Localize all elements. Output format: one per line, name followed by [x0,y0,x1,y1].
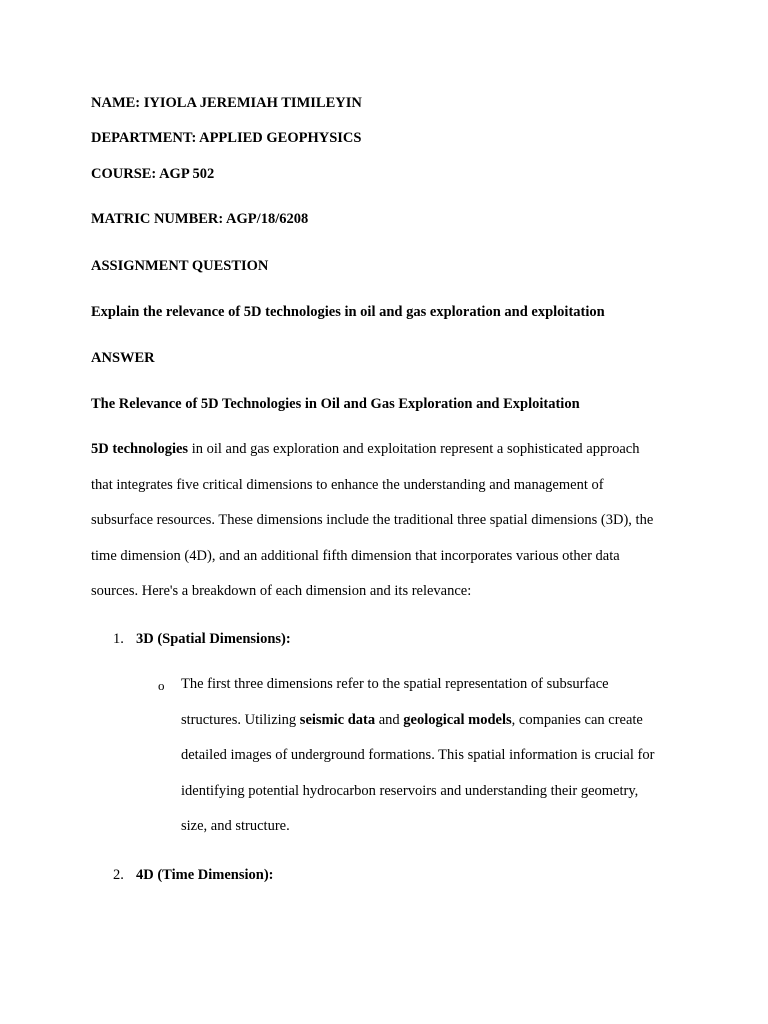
department: DEPARTMENT: APPLIED GEOPHYSICS [91,130,362,146]
intro-line-4: time dimension (4D), and an additional fifth dimension that incorporates various other data [91,547,620,564]
answer-title: The Relevance of 5D Technologies in Oil and Gas Exploration and Exploitation [91,396,580,412]
intro-line-5: sources. Here's a breakdown of each dimension and its relevance: [91,583,472,599]
list-number-1: 1. [113,631,124,647]
bullet-line-2-post: , companies can create [511,711,643,728]
list-title-4d: 4D (Time Dimension): [136,867,274,883]
assignment-question: Explain the relevance of 5D technologies in oil and gas exploration and exploitation [91,304,605,320]
bullet-paragraph-3d [181,667,681,845]
assignment-heading: ASSIGNMENT QUESTION [91,258,269,274]
intro-line-1 [91,432,691,468]
course: COURSE: AGP 502 [91,166,215,182]
answer-heading: ANSWER [91,350,155,366]
bullet-marker: o [158,678,165,693]
intro-line-1-rest: in oil and gas exploration and exploitation represent a sophisticated approach [188,441,640,457]
bullet-line-2-pre: structures. Utilizing [181,711,300,728]
list-number-2: 2. [113,867,124,883]
intro-paragraph [91,432,691,610]
bullet-line-2 [181,703,681,739]
list-title-3d: 3D (Spatial Dimensions): [136,631,291,647]
bullet-line-2-mid: and [375,711,404,728]
intro-term: 5D technologies [91,441,189,457]
term-seismic-data: seismic data [299,711,376,728]
intro-line-2: that integrates five critical dimensions to enhance the understanding and management of [91,476,604,493]
matric-number: MATRIC NUMBER: AGP/18/6208 [91,211,309,227]
bullet-line-1: The first three dimensions refer to the spatial representation of subsurface [181,676,609,692]
bullet-line-5: size, and structure. [181,818,290,834]
bullet-line-4: identifying potential hydrocarbon reservoirs and understanding their geometry, [181,782,639,799]
term-geological-models: geological models [403,711,512,728]
student-name: NAME: IYIOLA JEREMIAH TIMILEYIN [91,95,362,111]
bullet-line-3: detailed images of underground formations. This spatial information is crucial for [181,747,655,763]
intro-line-3: subsurface resources. These dimensions include the traditional three spatial dimensions (3D), the [91,512,654,528]
